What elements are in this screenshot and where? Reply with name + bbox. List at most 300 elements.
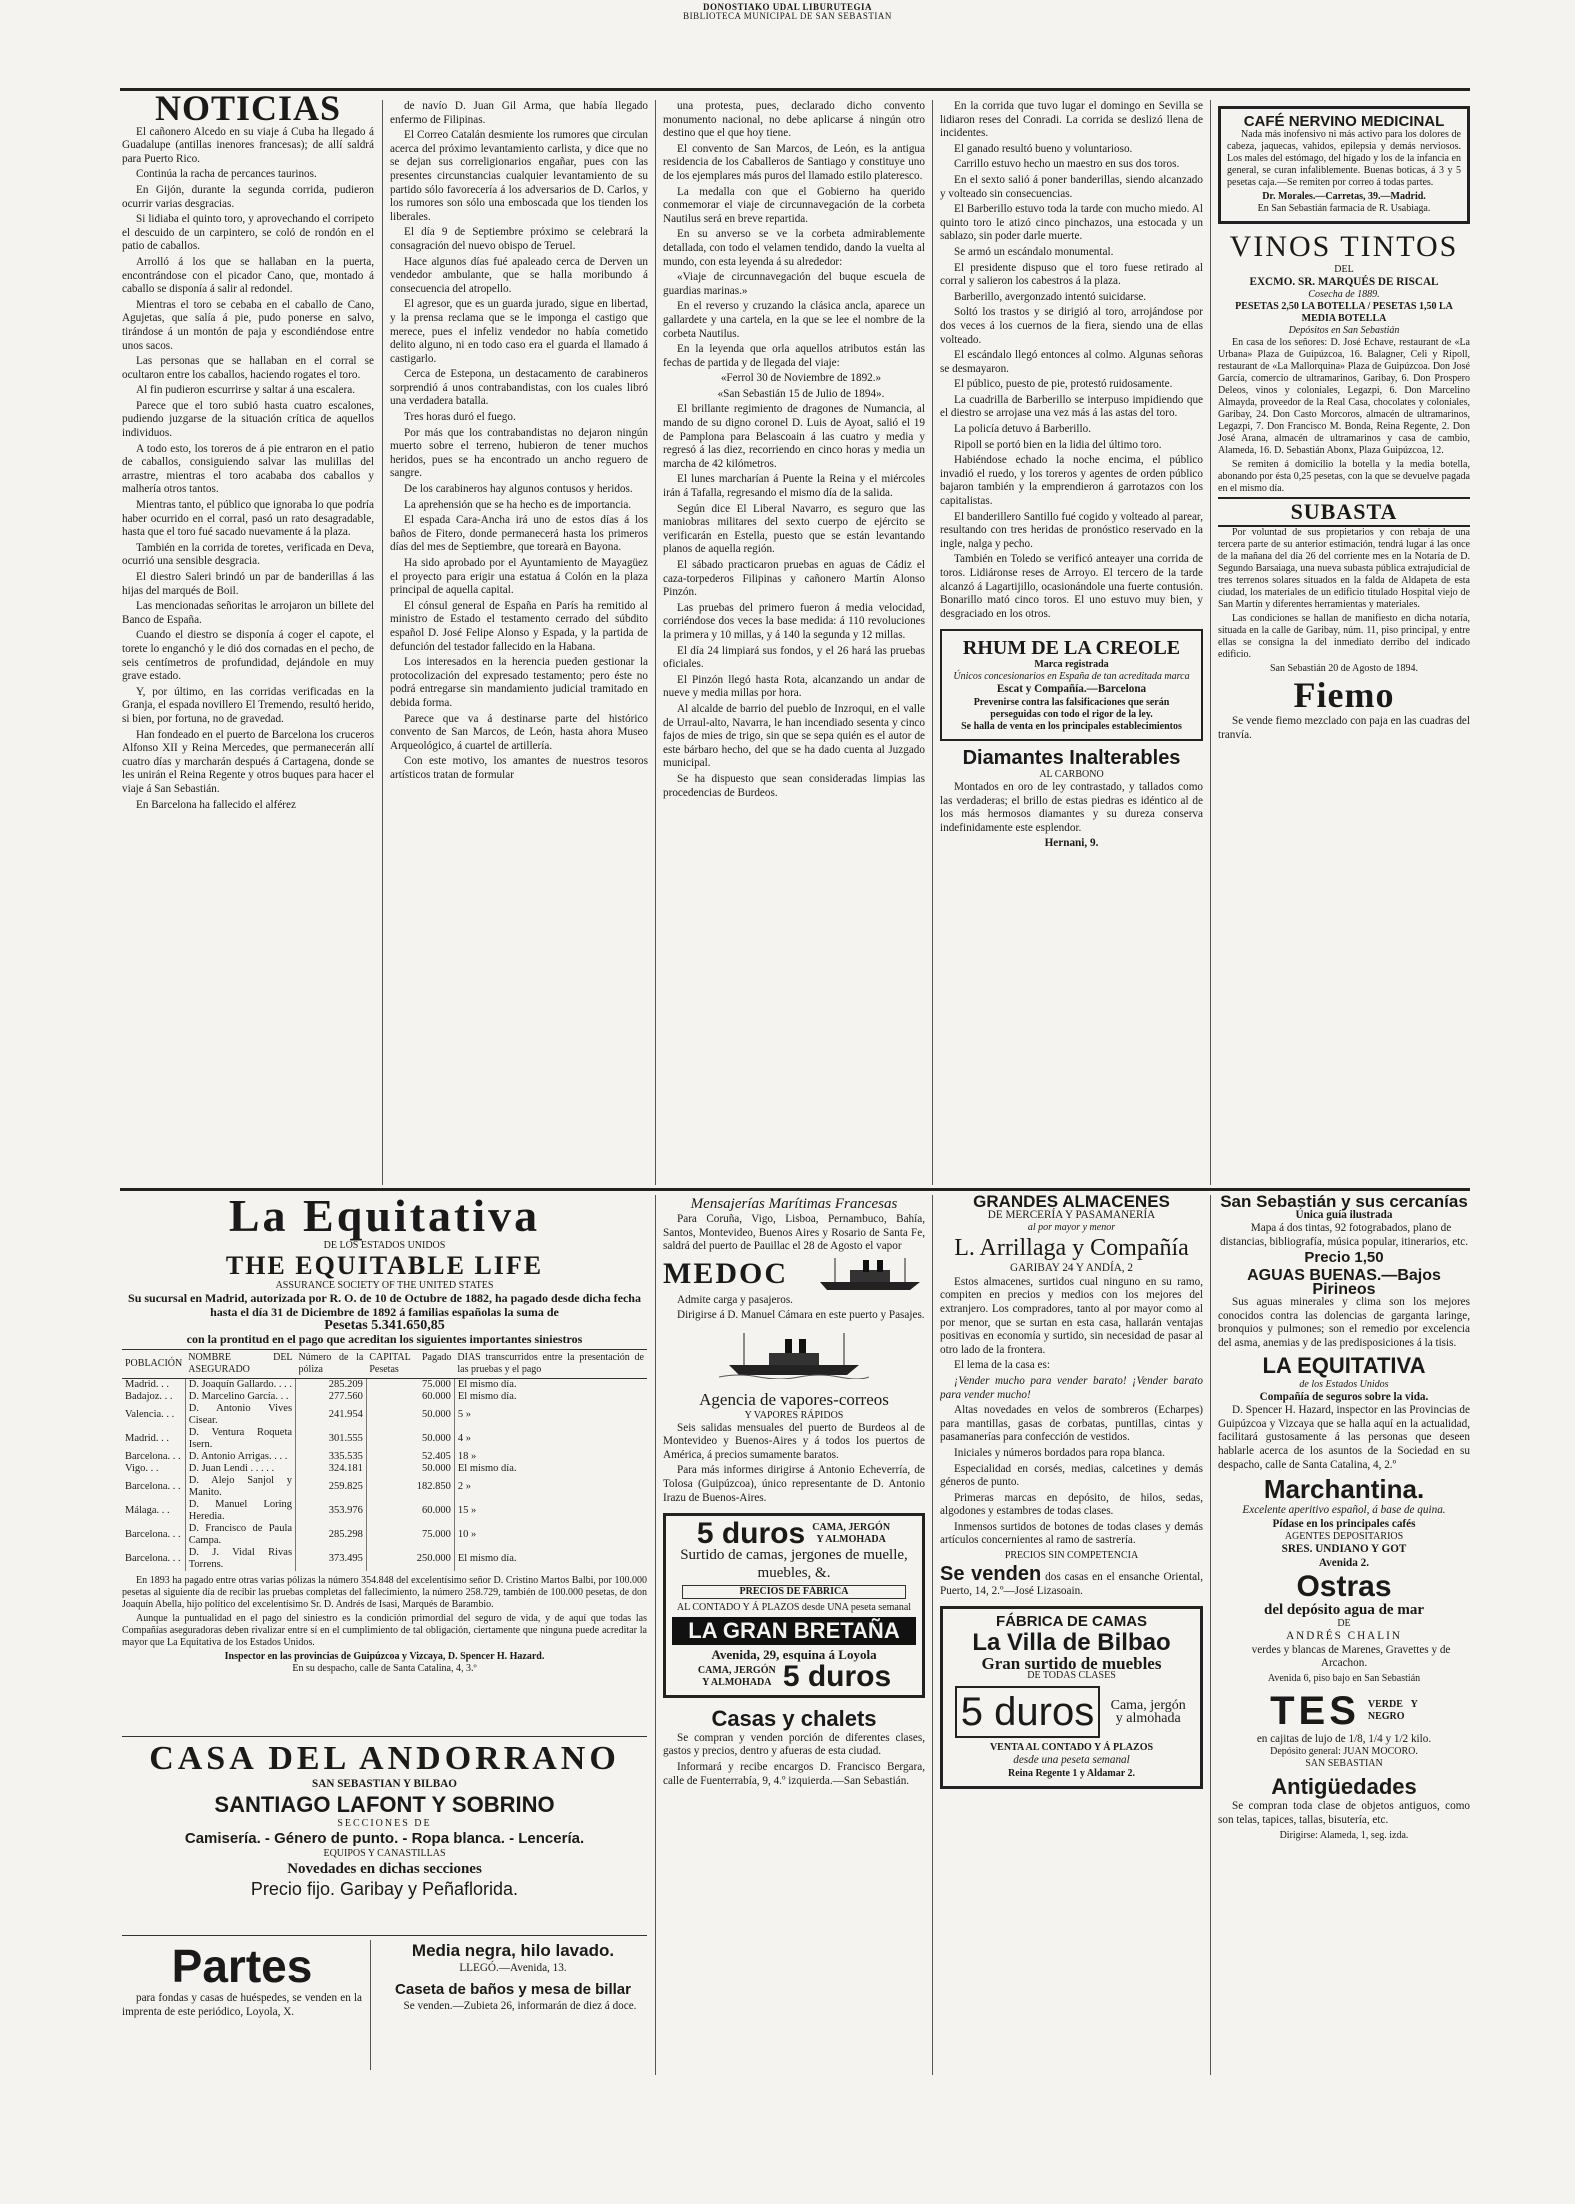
news-paragraph: Con este motivo, los amantes de nuestros tesoros artísticos tratan de formular	[390, 755, 648, 781]
camas-item-2: CAMA, JERGÓN Y ALMOHADA	[697, 1664, 776, 1688]
top-rule	[120, 88, 1470, 91]
news-paragraph: El cónsul general de España en París ha remitido al ministro de Estado el testamento cerrado del súbdito español D. José Felipe Alonso y Espada, y la partida de defunción del testador fallecido en la Habana.	[390, 599, 648, 653]
vinos-price: PESETAS 2,50 LA BOTELLA / PESETAS 1,50 LA MEDIA BOTELLA	[1235, 301, 1453, 325]
almacenes-title: GRANDES ALMACENES	[973, 1195, 1170, 1211]
table-cell: 2 »	[454, 1475, 647, 1499]
almacenes-address: GARIBAY 24 Y ANDÍA, 2	[1010, 1262, 1133, 1275]
agencia-sub: Y VAPORES RÁPIDOS	[744, 1409, 844, 1421]
news-paragraph: El día 9 de Septiembre próximo se celebrará la consagración del nuevo obispo de Teruel.	[390, 226, 648, 252]
cafe-nervino-ad	[1218, 106, 1470, 224]
table-cell: 259.825	[296, 1475, 367, 1499]
ship-illustration-icon	[719, 1329, 869, 1379]
news-paragraph: Mientras tanto, el público que ignoraba lo que podría haber ocurrido en el corral, pasó un rato desagradable, hasta que el toro fué sacado nuevamente á la plaza.	[122, 499, 374, 539]
library-header	[0, 3, 1575, 21]
ostras-sub: del depósito agua de mar	[1263, 1602, 1424, 1619]
column-divider	[932, 1195, 933, 2075]
camas-fabrica: PRECIOS DE FÁBRICA	[682, 1585, 906, 1599]
news-paragraph: Tres horas duró el fuego.	[404, 411, 516, 424]
ads-column-5	[1218, 100, 1470, 1185]
equitativa-small-sub: de los Estados Unidos	[1299, 1378, 1389, 1390]
news-paragraph: Las mencionadas señoritas le arrojaron un billete del Banco de España.	[122, 600, 374, 626]
tes-city: SAN SEBASTIAN	[1305, 1758, 1383, 1770]
almacenes-text-3: Iniciales y números bordados para ropa blanca.	[954, 1446, 1165, 1459]
news-paragraph: El día 24 limpiará sus fondos, y el 26 hará las pruebas oficiales.	[663, 644, 925, 671]
casas-title: Casas y chalets	[711, 1705, 877, 1731]
news-paragraph: En el sexto salió á poner banderillas, siendo alcanzado y volteado sin consecuencias.	[940, 173, 1203, 200]
news-paragraph: Carrillo estuvo hecho un maestro en sus dos toros.	[954, 158, 1180, 171]
table-cell: D. Joaquín Gallardo. . . .	[185, 1379, 295, 1392]
divider	[122, 1736, 647, 1737]
table-cell: 301.555	[296, 1427, 367, 1451]
news-paragraph: «San Sebastián 15 de Julio de 1894».	[717, 387, 885, 400]
table-row	[122, 1523, 647, 1547]
news-paragraph: El lunes marcharían á Puente la Reina y el miércoles irán á Tafalla, regresando el mismo día de la salida.	[663, 473, 925, 500]
news-paragraph: Los interesados en la herencia pueden gestionar la protocolización del expresado testamento; pero éste no podrá entregarse sin mandamiento judicial tramitado en debida forma.	[390, 656, 648, 709]
equitativa-intro-2: con la prontitud en el pago que acreditan los siguientes importantes siniestros	[186, 1331, 583, 1346]
media-title: Media negra, hilo lavado.	[411, 1941, 615, 1960]
news-column-2	[390, 100, 648, 1185]
mensajerias-text-3: Dirigirse á D. Manuel Cámara en este puerto y Pasajes.	[677, 1309, 925, 1322]
news-paragraph: Según dice El Liberal Navarro, es seguro que las maniobras militares del sexto cuerpo de ejército se verificarán en Estella, puesto que se están levantando planos de aquella región.	[663, 502, 925, 556]
rhum-sub: Marca registrada	[1034, 659, 1109, 671]
camas-pay: AL CONTADO Y Á PLAZOS desde UNA peseta semanal	[676, 1602, 912, 1614]
news-paragraph: Parece que el toro subió hasta cuatro escalones, pudiendo juzgarse de la situación crítica de aquellos individuos.	[122, 399, 374, 440]
news-paragraph: Soltó los trastos y se dirigió al toro, arrojándose por dos veces á los cuernos de la fiera, siendo una de ellas volteado.	[940, 306, 1203, 346]
medoc-ship-name: MEDOC	[663, 1256, 788, 1290]
column-divider	[655, 100, 656, 1185]
andorrano-firm: SANTIAGO LAFONT Y SOBRINO	[214, 1791, 555, 1817]
news-paragraph: El agresor, que es un guarda jurado, sigue en libertad, y la prensa reclama que se le imponga el castigo que merece, pues el infeliz vendedor no había cometido delito alguno, ni en todo caso era el guarda el llamado á castigarlo.	[390, 298, 648, 365]
mensajerias-title: Mensajerías Marítimas Francesas	[690, 1196, 898, 1212]
news-paragraph: A todo esto, los toreros de á pie entraron en el patio de caballos, consiguiendo salvar las mulillas del arrastre, mientras el toro acababa dos caballos y malhería otros tantos.	[122, 442, 374, 496]
table-cell: 285.298	[296, 1523, 367, 1547]
equitativa-sub-1: DE LOS ESTADOS UNIDOS	[323, 1240, 446, 1251]
camas-price: 5 duros	[696, 1517, 806, 1551]
marchantina-firm: SRES. UNDIANO Y GOT	[1281, 1543, 1407, 1556]
almacenes-price: PRECIOS SIN COMPETENCIA	[1004, 1550, 1139, 1562]
agencia-text-2: Para más informes dirigirse á Antonio Echeverría, de Tolosa (Guipúzcoa), único representante de D. Antonio Irazu de Buenos-Aires.	[663, 1464, 925, 1504]
news-paragraph: En Gijón, durante la segunda corrida, pudieron ocurrir varias desgracias.	[122, 183, 374, 210]
news-paragraph: En Barcelona ha fallecido el alférez	[136, 798, 296, 811]
vinos-del: DEL	[1334, 263, 1354, 275]
equitativa-intro: Su sucursal en Madrid, autorizada por R. O. de 10 de Octubre de 1882, ha pagado desde dicha fecha hasta el día 31 de Diciembre de 1892 á familias españolas la suma de	[128, 1291, 641, 1319]
fabrica-pay: VENTA AL CONTADO Y Á PLAZOS	[989, 1742, 1154, 1754]
fabrica-camas-ad	[940, 1606, 1203, 1789]
table-header: NOMBRE DEL ASEGURADO	[185, 1350, 295, 1379]
news-paragraph: El público, puesto de pie, protestó ruidosamente.	[954, 378, 1173, 391]
vinos-cosecha: Cosecha de 1889.	[1308, 289, 1380, 301]
news-paragraph: La aprehensión que se ha hecho es de importancia.	[404, 498, 632, 511]
vinos-list: En casa de los señores: D. José Echave, restaurant de «La Urbana» Plaza de Guipúzcoa, 16. Balagner, Celi y Ripoll, restaurant de «La Mallorquina» Plaza de Guipúzcoa. Don José García, comercio de ultramarinos, Garibay, 6. Don Prospero Deleos, vinos y coloniales, Legazpi, 6. Don Marcelino Almayda, proveedor de la Real Casa, chocolates y coloniales, Garibay, 24. Don Casto Morcoros, almacén de ultramarinos, Legazpi, 7. Don Francisco M. Bonda, Reina Regente, 2. Don José Arana, almacén de ultramarinos y casa de cambio, Alameda, 16. D. Sebastián Abonx, Plaza Guipúzcoa, 12.	[1218, 337, 1470, 457]
table-cell: 241.954	[296, 1403, 367, 1427]
media-title-2: Caseta de baños y mesa de billar	[395, 1980, 631, 1998]
news-paragraph: La cuadrilla de Barberillo se interpuso impidiendo que el diestro se arrojase una vez más á las astas del toro.	[940, 393, 1203, 420]
table-cell: 15 »	[454, 1499, 647, 1523]
news-paragraph: Cerca de Estepona, un destacamento de carabineros sorprendió á unos contrabandistas, con los cuales libró una verdadera batalla.	[390, 368, 648, 408]
news-paragraph: El espada Cara-Ancha irá uno de estos días á los baños de Fitero, donde permanecerá hasta los primeros días del mes de Septiembre, que torearà en Bayona.	[390, 514, 648, 554]
ads-column-5-bottom	[1218, 1195, 1470, 2075]
ostras-name: ANDRÉS CHALIN	[1286, 1630, 1402, 1643]
andorrano-novedades: Novedades en dichas secciones	[287, 1860, 482, 1877]
table-cell: 75.000	[366, 1523, 454, 1547]
vinos-marques: EXCMO. SR. MARQUÉS DE RISCAL	[1249, 275, 1439, 288]
fiemo-text: Se vende fiemo mezclado con paja en las cuadras del tranvía.	[1218, 715, 1470, 741]
cafe-san-sebastian: En San Sebastián farmacia de R. Usabiaga.	[1257, 202, 1431, 214]
news-paragraph: El banderillero Santillo fué cogido y volteado al parear, resultando con tres heridas de pronóstico reservado en la ingle, nalga y pecho.	[940, 510, 1203, 550]
se-venden-title: Se venden	[940, 1563, 1042, 1586]
news-paragraph: Continúa la racha de percances taurinos.	[136, 168, 317, 181]
table-header-row	[122, 1350, 647, 1379]
andorrano-ad	[122, 1740, 647, 1940]
news-paragraph: «Ferrol 30 de Noviembre de 1892.»	[720, 372, 882, 385]
andorrano-price: Precio fijo. Garibay y Peñaflorida.	[250, 1878, 519, 1899]
subasta-date: San Sebastián 20 de Agosto de 1894.	[1269, 663, 1419, 675]
table-cell: 50.000	[366, 1403, 454, 1427]
table-cell: 10 »	[454, 1523, 647, 1547]
fabrica-title: FÁBRICA DE CAMAS	[995, 1613, 1148, 1631]
news-paragraph: Se ha dispuesto que sean consideradas limpias las procedencias de Burdeos.	[663, 772, 925, 799]
camas-text: Surtido de camas, jergones de muelle, muebles, &.	[680, 1547, 908, 1582]
siniestros-table	[122, 1349, 647, 1571]
partes-title: Partes	[171, 1940, 313, 1992]
news-paragraph: Las pruebas del primero fueron á media velocidad, corriéndose dos veces la base medida: á 110 revoluciones la primera y 10 millas, y á 140 la segunda y 12 millas.	[663, 601, 925, 641]
ostras-address: Avenida 6, piso bajo en San Sebastián	[1267, 1672, 1421, 1684]
tes-deposito: Depósito general: JUAN MOCORO.	[1270, 1746, 1418, 1758]
equitativa-ad	[122, 1192, 647, 1732]
news-paragraph: Cuando el diestro se disponía á coger el capote, el torete lo enganchó y le dió dos cornadas en el pecho, de seis centímetros de profundidad, dejándole en muy grave estado.	[122, 629, 374, 683]
table-cell: 50.000	[366, 1463, 454, 1475]
news-paragraph: El ganado resultó bueno y voluntarioso.	[954, 142, 1133, 155]
news-paragraph: Al fin pudieron escurrirse y saltar á una escalera.	[136, 384, 355, 397]
header-line-1: DONOSTIAKO UDAL LIBURUTEGIA	[702, 2, 873, 12]
table-cell: D. Alejo Sanjol y Manito.	[185, 1475, 295, 1499]
table-header: DIAS transcurridos entre la presentación de las pruebas y el pago	[454, 1350, 647, 1379]
news-column-1	[122, 96, 374, 1186]
news-paragraph: Se armó un escándalo monumental.	[954, 245, 1114, 258]
equitativa-note-3: Inspector en las provincias de Guipúzcoa y Vizcaya, D. Spencer H. Hazard.	[224, 1651, 545, 1663]
table-cell: 52.405	[366, 1451, 454, 1463]
camas-price-2: 5 duros	[782, 1659, 892, 1693]
vinos-title: VINOS TINTOS	[1229, 229, 1459, 263]
table-cell: 18 »	[454, 1451, 647, 1463]
table-row	[122, 1547, 647, 1571]
media-text-2: Se venden.—Zubieta 26, informarán de diez á doce.	[403, 1999, 637, 2012]
news-paragraph: El Correo Catalán desmiente los rumores que circulan acerca del próximo levantamiento carlista, y dice que no se dejan sus correligionarios engañar, pues con las presentes circunstancias cualquier levantamiento de su partido sólo favorecería á los adversarios de D. Carlos, y los rumores son sólo una emboscada que los tienden los liberales.	[390, 129, 648, 223]
almacenes-text-2: Altas novedades en velos de sombreros (Echarpes) para mantillas, gasas de corbatas, puntillas, cintas y pasamanerías para confección de vestidos.	[940, 1404, 1203, 1444]
table-cell: 5 »	[454, 1403, 647, 1427]
table-cell: Barcelona. . .	[125, 1481, 181, 1493]
casas-text-2: Informará y recibe encargos D. Francisco Bergara, calle de Fuenterrabía, 9, 4.º izquierda.—San Sebastián.	[663, 1760, 925, 1787]
table-cell: D. Antonio Arrigas. . . .	[185, 1451, 295, 1463]
news-paragraph: El diestro Saleri brindó un par de banderillas á las hijas del marqués de Boil.	[122, 571, 374, 597]
news-paragraph: Parece que va á destinarse parte del histórico convento de San Marcos, de León, hasta ahora Museo Arqueológico, á cuartel de artillería.	[390, 712, 648, 752]
news-paragraph: Barberillo, avergonzado intentó suicidarse.	[954, 290, 1147, 303]
table-row	[122, 1427, 647, 1451]
table-cell: D. Antonio Vives Cisear.	[185, 1403, 295, 1427]
cafe-title: CAFÉ NERVINO MEDICINAL	[1243, 113, 1445, 130]
news-paragraph: Al alcalde de barrio del pueblo de Inzroqui, en el valle de Urraul-alto, Navarra, le han incendiado sesenta y cinco fajos de mies de trigo, sin que se sepa quién es el autor de este bárbaro hecho, del que se ha dado cuenta al Juzgado municipal.	[663, 702, 925, 770]
header-line-2: BIBLIOTECA MUNICIPAL DE SAN SEBASTIAN	[683, 11, 892, 21]
column-divider	[370, 1940, 371, 2070]
ss-guide-sub: Única guía ilustrada	[1295, 1208, 1393, 1221]
almacenes-text-5: Primeras marcas en depósito, de hilos, sedas, algodones y estambres de todas clases.	[940, 1491, 1203, 1518]
news-paragraph: Si lidiaba el quinto toro, y aprovechando el corripeto el descuido de un carpintero, se coló de rondón en el patio de caballos.	[122, 213, 374, 253]
rhum-firm: Escat y Compañía.—Barcelona	[996, 683, 1147, 696]
media-text: LLEGÓ.—Avenida, 13.	[459, 1962, 567, 1974]
equitativa-note-1: En 1893 ha pagado entre otras varias pólizas la número 354.848 del excelentísimo señor D. Cristino Martos Balbi, por 100.000 pesetas al siguiente día de recibir las pruebas completas del fallecimiento, la número 258.729, también de 100.000 pesetas, de don Joaquín Abella, hijo político del excelentísimo Sr. D. Andrés de Isasi, Marqués de Barambio.	[122, 1575, 647, 1611]
tes-text: en cajitas de lujo de 1/8, 1/4 y 1/2 kilo.	[1256, 1732, 1432, 1745]
table-cell: Badajoz. . .	[125, 1391, 173, 1403]
table-row	[122, 1499, 647, 1523]
table-header: CAPITAL Pagado Pesetas	[366, 1350, 454, 1379]
news-paragraph: Por más que los contrabandistas no dejaron ningún muerto sobre el terreno, hubieron de tener muchos heridos, pues se ha encontrado un ancho reguero de sangre.	[390, 426, 648, 480]
mensajerias-text-2: Admite carga y pasajeros.	[677, 1293, 793, 1306]
almacenes-column	[940, 1195, 1203, 2075]
vinos-depositos: Depósitos en San Sebastián	[1288, 325, 1400, 337]
table-cell: El mismo día.	[454, 1391, 647, 1403]
camas-item: CAMA, JERGÓN Y ALMOHADA	[812, 1522, 891, 1546]
table-cell: D. Manuel Loring Heredia.	[185, 1499, 295, 1523]
equitativa-small-sub-2: Compañía de seguros sobre la vida.	[1259, 1390, 1429, 1403]
andorrano-equipos: EQUIPOS Y CANASTILLAS	[323, 1847, 446, 1859]
table-cell: 285.209	[296, 1379, 367, 1392]
news-paragraph: También en Toledo se verificó anteayer una corrida de toros. Lidiáronse reses de Arroyo. El tercero de la tarde alcanzó á Lagartijillo, ocasionándole una fuerte contusión. Bonarillo mató cinco toros. El uno estuvo muy bien, y desgraciado en los otros.	[940, 553, 1203, 620]
table-cell: El mismo día.	[454, 1463, 647, 1475]
cafe-text: Nada más inofensivo ni más activo para los dolores de cabeza, jaquecas, vahidos, epilepsia y demás nerviosos. Los males del estómago, del hígado y los de la infancia en general, se curan infaliblemente. Buenas boticas, á 3 y 5 pesetas caja.—Se remiten por correo á todas partes.	[1227, 128, 1461, 188]
table-cell: 277.560	[296, 1391, 367, 1403]
shipping-column	[663, 1195, 925, 2075]
marchantina-text: Pídase en los principales cafés	[1272, 1517, 1416, 1530]
diamantes-title: Diamantes Inalterables	[962, 746, 1181, 769]
casas-text: Se compran y venden porción de diferentes clases, gastos y precios, dentro y afueras de esta ciudad.	[663, 1731, 925, 1758]
table-header: Número de la póliza	[296, 1350, 367, 1379]
mid-rule	[120, 1188, 1470, 1191]
news-paragraph: El escándalo llegó entonces al colmo. Algunas señoras se desmayaron.	[940, 349, 1203, 375]
news-paragraph: La medalla con que el Gobierno ha querido conmemorar el viaje de circunnavegación de la corbeta Nautilus será en breve repartida.	[663, 185, 925, 225]
andorrano-list: Camisería. - Género de punto. - Ropa blanca. - Lencería.	[184, 1829, 585, 1847]
ss-guide-text: Mapa á dos tintas, 92 fotograbados, plano de distancias, bibliografía, música popular, itinerarios, etc.	[1219, 1222, 1469, 1248]
column-divider	[382, 100, 383, 1185]
equitativa-sub-3: ASSURANCE SOCIETY OF THE UNITED STATES	[275, 1280, 494, 1291]
table-cell: Málaga. . .	[125, 1505, 170, 1517]
table-cell: 250.000	[366, 1547, 454, 1571]
news-paragraph: de navío D. Juan Gil Arma, que había llegado enfermo de Filipinas.	[390, 100, 648, 126]
almacenes-lema-2: ¡Vender mucho para vender barato! ¡Vender barato para vender mucho!	[940, 1374, 1203, 1401]
equitativa-title: La Equitativa	[228, 1192, 541, 1241]
table-cell: Barcelona. . .	[125, 1451, 181, 1463]
fabrica-address: Reina Regente 1 y Aldamar 2.	[1007, 1768, 1136, 1780]
table-cell: 182.850	[366, 1475, 454, 1499]
partes-ad	[122, 1940, 362, 2070]
news-paragraph: También en la corrida de toretes, verificada en Deva, ocurrió una sensible desgracia.	[122, 541, 374, 568]
steamship-icon	[815, 1256, 925, 1292]
rhum-sale: Se halla de venta en los principales establecimientos	[961, 720, 1182, 732]
table-cell: El mismo día.	[454, 1547, 647, 1571]
table-cell: Valencia. . .	[125, 1409, 175, 1421]
almacenes-text: Estos almacenes, surtidos cual ninguno en su ramo, compiten en precios y medios con los mejores del extranjero. Los compradores, tanto al por mayor como al por menor, que se surtan en esta casa, hallarán ventajas positivas en economía y surtido, sin necesidad de pasar al otro lado de la frontera.	[940, 1275, 1203, 1356]
ostras-text: verdes y blancas de Marenes, Gravettes y de Arcachon.	[1251, 1643, 1451, 1670]
news-paragraph: Mientras el toro se cebaba en el caballo de Cano, Agujetas, que salía á pie, pudo ponerse en salvo, tirándose á un montón de paja y escondiéndose entre unos sacos.	[122, 298, 374, 352]
news-column-3	[663, 100, 925, 1185]
rhum-warning: Prevenirse contra las falsificaciones que serán perseguidas con todo el rigor de la ley.	[973, 696, 1170, 720]
equitativa-sum: Pesetas 5.341.650,85	[324, 1318, 445, 1334]
table-row	[122, 1463, 647, 1475]
news-paragraph: La policía detuvo á Barberillo.	[954, 423, 1091, 436]
table-cell: D. Marcelino García. . .	[185, 1391, 295, 1403]
table-cell: 324.181	[296, 1463, 367, 1475]
news-paragraph: En la corrida que tuvo lugar el domingo en Sevilla se lidiaron reses del Conradi. La corrida se deslizó llena de incidentes.	[940, 100, 1203, 140]
fiemo-title: Fiemo	[1293, 675, 1395, 716]
table-row	[122, 1451, 647, 1463]
table-cell: 335.535	[296, 1451, 367, 1463]
fabrica-text: Gran surtido de muebles	[981, 1653, 1162, 1673]
divider	[122, 1935, 647, 1936]
partes-text: para fondas y casas de huéspedes, se venden en la imprenta de este periódico, Loyola, X.	[122, 1992, 362, 2018]
table-cell: D. Juan Lendi . . . . .	[185, 1463, 295, 1475]
vinos-note: Se remiten á domicilio la botella y la media botella, abonando por ésta 0,25 pesetas, con la que se devuelve pagada en el mismo día.	[1218, 459, 1470, 495]
tes-title: TES	[1270, 1688, 1360, 1733]
marchantina-address: Avenida 2.	[1318, 1556, 1370, 1569]
table-cell: D. J. Vidal Rivas Torrens.	[185, 1547, 295, 1571]
almacenes-text-4: Especialidad en corsés, medias, calcetines y demás géneros de punto.	[940, 1462, 1203, 1489]
almacenes-lema: El lema de la casa es:	[954, 1359, 1050, 1372]
table-cell: Vigo. . .	[125, 1463, 159, 1475]
camas-address: Avenida, 29, esquina á Loyola	[711, 1647, 877, 1663]
news-paragraph: Arrolló á los que se hallaban en la puerta, encontrándose con el picador Cano, que, montado á caballo se disponía á salir al redondel.	[122, 255, 374, 296]
news-paragraph: El convento de San Marcos, de León, es la antigua residencia de los Caballeros de Santiago y constituye uno de los ejemplares más puros del llamado estilo plateresco.	[663, 142, 925, 182]
subasta-text-2: Las condiciones se hallan de manifiesto en dicha notaría, situada en la calle de Garibay, núm. 11, piso principal, y entre ellas se consigna la del inmediato derribo del indicado edificio.	[1218, 613, 1470, 661]
table-header: POBLACIÓN	[122, 1350, 185, 1379]
subasta-title: SUBASTA	[1218, 497, 1470, 527]
table-cell: Madrid. . .	[125, 1433, 170, 1445]
equitativa-note-2: Aunque la puntualidad en el pago del siniestro es la condición primordial del seguro de vida, y de aquí que todas las Compañías aseguradoras deben rivalizar entre sí en el cumplimiento de tal obligación, ciertamente que ninguna puede acreditar la mayor que La Equitativa de los Estados Unidos.	[122, 1613, 647, 1649]
news-column-4	[940, 100, 1203, 1185]
table-cell: 60.000	[366, 1499, 454, 1523]
table-cell: D. Ventura Roqueta Isern.	[185, 1427, 295, 1451]
rhum-text: Únicos concesionarios en España de tan acreditada marca	[953, 671, 1190, 683]
ss-guide-price: Precio 1,50	[1304, 1249, 1384, 1267]
aguas-text: Sus aguas minerales y clima son los mejores conocidos contra las dolencias de garganta laringe, bronquios y pulmones; son el remedio por excelencia del asma, anemias y de las predisposiciones á la tisis.	[1218, 1296, 1470, 1349]
news-paragraph: Las personas que se hallaban en el corral se ocultaron entre los caballos, haciendo rogates el toro.	[122, 355, 374, 381]
table-cell: 75.000	[366, 1379, 454, 1392]
noticias-title: NOTICIAS	[154, 96, 342, 128]
diamantes-address: Hernani, 9.	[1044, 837, 1099, 850]
news-paragraph: El presidente dispuso que el toro fuese retirado al corral y salieron los cabestros á la plaza.	[940, 261, 1203, 288]
almacenes-sub: DE MERCERÍA Y PASAMANERÍA	[987, 1208, 1156, 1221]
diamantes-text: Montados en oro de ley contrastado, y tallados como las verdaderas; el brillo de estas piedras es idéntico al de los más hermosos diamantes y su dureza conserva indefinidamente este esplendor.	[940, 780, 1203, 834]
news-paragraph: El Pinzón llegó hasta Rota, alcanzando un andar de nueve y media millas por hora.	[663, 673, 925, 700]
aguas-title: AGUAS BUENAS.—Bajos Pirineos	[1247, 1266, 1441, 1298]
diamantes-sub: AL CARBONO	[1039, 768, 1104, 780]
antiguedades-address: Dirigirse: Alameda, 1, seg. izda.	[1279, 1829, 1409, 1841]
almacenes-text-6: Inmensos surtidos de botones de todas clases y demás artículos concernientes al ramo de sastrería.	[940, 1520, 1203, 1547]
marchantina-depositarios: AGENTES DEPOSITARIOS	[1284, 1531, 1404, 1543]
table-row	[122, 1391, 647, 1403]
marchantina-title: Marchantina.	[1263, 1474, 1425, 1505]
news-paragraph: Ripoll se portó bien en la lidia del último toro.	[954, 438, 1162, 451]
almacenes-firm: L. Arrillaga y Compañía	[954, 1235, 1189, 1262]
antiguedades-text: Se compran toda clase de objetos antiguos, como son telas, tapices, tallas, bisutería, etc.	[1218, 1800, 1470, 1827]
news-paragraph: Han fondeado en el puerto de Barcelona los cruceros Alfonso XII y Reina Mercedes, que permanecerán allí cuatro días y marcharán después á Cartagena, donde se les unirán el Reina Regente y otros buques para hacer el viaje á San Sebastián.	[122, 728, 374, 795]
news-paragraph: El brillante regimiento de dragones de Numancia, al mando de su digno coronel D. Luis de Ayoat, salió el 19 de Pamplona para Belascoain á las cuatro y media y regresó á las diez, recorriendo en cinco horas y media un marcha de 42 kilómetros.	[663, 403, 925, 470]
ostras-de: DE	[1337, 1618, 1351, 1630]
table-row	[122, 1475, 647, 1499]
andorrano-sub: SAN SEBASTIAN Y BILBAO	[312, 1778, 457, 1790]
table-cell: 373.495	[296, 1547, 367, 1571]
table-row	[122, 1403, 647, 1427]
news-paragraph: El cañonero Alcedo en su viaje á Cuba ha llegado á Guadalupe (antillas inenores francesas); de allí saldrá para Puerto Rico.	[122, 125, 374, 165]
column-divider	[655, 1195, 656, 2075]
table-body	[122, 1379, 647, 1572]
equitativa-small-text: D. Spencer H. Hazard, inspector en las Provincias de Guipúzcoa y Vizcaya que se halla aquí en la actualidad, facilitará gustosamente á las personas que deseen hablarle acerca de los asuntos de la Sociedad en su despacho, calle de Santa Catalina, 4, 2.º	[1218, 1404, 1470, 1471]
gran-bretana-ad	[663, 1513, 925, 1698]
andorrano-title: CASA DEL ANDORRANO	[149, 1740, 620, 1777]
news-paragraph: De los carabineros hay algunos contusos y heridos.	[404, 483, 633, 496]
rhum-title: RHUM DE LA CREOLE	[962, 637, 1181, 660]
table-cell: Barcelona. . .	[125, 1529, 181, 1541]
antiguedades-title: Antigüedades	[1271, 1774, 1417, 1800]
cafe-doctor: Dr. Morales.—Carretas, 39.—Madrid.	[1262, 190, 1426, 202]
fabrica-text-2: DE TODAS CLASES	[1027, 1670, 1116, 1682]
news-paragraph: Hace algunos días fué apaleado cerca de Derven un vendedor ambulante, que se halla moribundo á consecuencia del atropello.	[390, 255, 648, 295]
fabrica-price: 5 duros	[955, 1686, 1100, 1738]
mensajerias-text: Para Coruña, Vigo, Lisboa, Pernambuco, Bahía, Santos, Montevideo, Buenos Aires y Rosario de Santa Fe, saldrá del puerto de Pauillac el 28 de Agosto el vapor	[663, 1213, 925, 1253]
equitativa-small-title: LA EQUITATIVA	[1262, 1352, 1426, 1378]
news-paragraph: En su anverso se ve la corbeta admirablemente detallada, con todo el velamen tendido, dando la vuelta al mundo, con esta leyenda á su alrededor:	[663, 228, 925, 268]
news-paragraph: «Viaje de circunnavegación del buque escuela de guardias marinas.»	[663, 271, 925, 297]
ostras-title: Ostras	[1296, 1570, 1392, 1604]
almacenes-sub-2: al por mayor y menor	[1027, 1222, 1116, 1234]
news-paragraph: El sábado practicaron pruebas en aguas de Cádiz el caza-torpederos Filipinas y cañonero Martín Alonso Pinzón.	[663, 559, 925, 599]
table-cell: El mismo día.	[454, 1379, 647, 1392]
agencia-text: Seis salidas mensuales del puerto de Burdeos al de Montevideo y Buenos-Aires y á todos los puertos de América, á precios sumamente baratos.	[663, 1421, 925, 1461]
gran-bretana-name: LA GRAN BRETAÑA	[672, 1617, 916, 1645]
column-divider	[1210, 1195, 1211, 2075]
news-paragraph: En la leyenda que orla aquellos atributos están las fechas de partida y de llegada del viaje:	[663, 343, 925, 369]
subasta-text: Por voluntad de sus propietarios y con rebaja de una tercera parte de su anterior estimación, tendrá lugar á las once de la mañana del día 26 del corriente mes en la Notaría de D. Segundo Barsaiaga, una nueva subasta pública extrajudicial de tres terrenos solares situados en la falda de Aldapeta de esta ciudad, los materiales de un edificio titulado Hospital viejo de San Martín y diferentes herramientas y materiales.	[1218, 527, 1470, 611]
table-cell: 60.000	[366, 1391, 454, 1403]
column-divider	[932, 100, 933, 1185]
media-negra-ad	[378, 1940, 648, 2070]
andorrano-secciones: SECCIONES DE	[337, 1817, 432, 1829]
news-paragraph: Ha sido aprobado por el Ayuntamiento de Mayagüez el proyecto para erigir una estatua á Colón en la plaza principal de aquella capital.	[390, 557, 648, 597]
news-paragraph: Y, por último, en las corridas verificadas en la Granja, el espada novillero El Tremendo, resultó herido, si bien, por fortuna, no de gravedad.	[122, 685, 374, 725]
table-cell: 353.976	[296, 1499, 367, 1523]
news-paragraph: El Barberillo estuvo toda la tarde con mucho miedo. Al quinto toro le atizó cinco pinchazos, una estocada y un sablazo, sin poder darle muerte.	[940, 203, 1203, 243]
table-cell: Madrid. . .	[125, 1379, 170, 1391]
fabrica-pay-2: desde una peseta semanal	[1013, 1754, 1130, 1767]
equitativa-note-4: En su despacho, calle de Santa Catalina, 4, 3.º	[292, 1663, 477, 1675]
table-cell: D. Francisco de Paula Campa.	[185, 1523, 295, 1547]
tes-side: VERDE Y NEGRO	[1367, 1698, 1418, 1722]
table-cell: Barcelona. . .	[125, 1553, 181, 1565]
agencia-title: Agencia de vapores-correos	[699, 1389, 889, 1409]
table-row	[122, 1379, 647, 1392]
marchantina-sub: Excelente aperitivo español, á base de quina.	[1242, 1504, 1446, 1517]
news-paragraph: En el reverso y cruzando la clásica ancla, aparece un gallardete y una cartela, en la que se lee el nombre de la corbeta Nautilus.	[663, 300, 925, 340]
news-paragraph: una protesta, pues, declarado dicho convento monumento nacional, no debe aplicarse á ningún otro destino que el que hoy tiene.	[663, 100, 925, 140]
fabrica-name: La Villa de Bilbao	[972, 1628, 1171, 1656]
equitativa-sub-2: THE EQUITABLE LIFE	[225, 1251, 544, 1280]
ss-guide-title: San Sebastián y sus cercanías	[1220, 1195, 1468, 1211]
fabrica-item: Cama, jergón y almohada	[1110, 1697, 1186, 1727]
table-cell: 4 »	[454, 1427, 647, 1451]
column-divider	[1210, 100, 1211, 1185]
table-cell: 50.000	[366, 1427, 454, 1451]
news-paragraph: Habiéndose echado la noche encima, el público invadió el ruedo, y los toreros y agentes de orden público bajaron también y la emprendieron á garrotazos con los capitalistas.	[940, 454, 1203, 508]
se-venden-text: dos casas en el ensanche Oriental, Puerto, 14, 2.º—José Lizasoain.	[940, 1571, 1203, 1597]
rhum-ad	[940, 629, 1203, 741]
